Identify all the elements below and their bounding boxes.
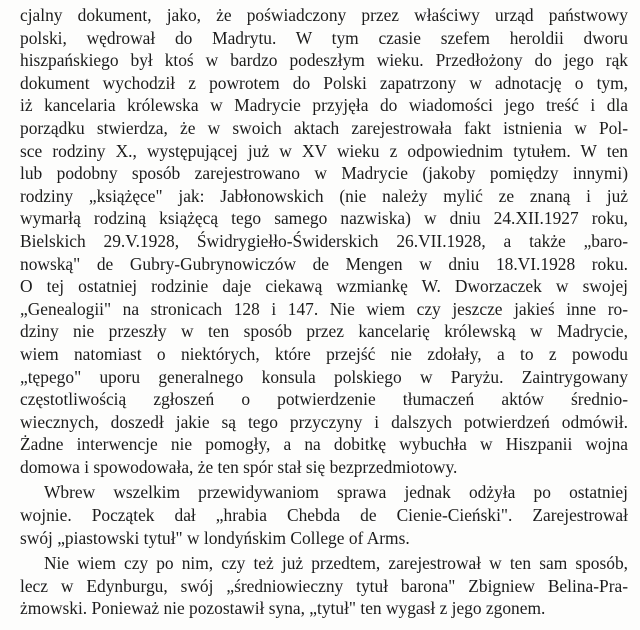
text-line: O tej ostatniej rodzinie daje ciekawą wzmiankę W. Dworzaczek w swojej (20, 276, 628, 297)
text-line: lub podobny sposób zarejestrowano w Madrycie (jakoby pomiędzy innymi) (20, 163, 628, 184)
text-line: częstotliwością zgłoszeń o potwierdzenie tłumaczeń aktów średnio- (20, 389, 628, 410)
text-line: żmowski. Ponieważ nie pozostawił syna, „tytuł" ten wygasł z jego zgonem. (20, 598, 546, 619)
text-line: Nie wiem czy po nim, czy też już przedtem, zarejestrował w ten sam sposób, (44, 553, 628, 574)
text-line: lecz w Edynburgu, swój „średniowieczny tytuł barona" Zbigniew Belina-Pra- (20, 575, 628, 596)
text-line: Żadne interwencje nie pomogły, a na dobitkę wybuchła w Hiszpanii wojna (20, 434, 628, 455)
text-line: rodziny „książęce" jak: Jabłonowskich (nie należy mylić ze znaną i już (20, 185, 628, 206)
paragraph-1 (20, 4, 628, 478)
text-line: porządku stwierdza, że w swoich aktach zarejestrowała fakt istnienia w Pol- (20, 117, 628, 138)
text-line: swój „piastowski tytuł" w londyńskim College of Arms. (20, 527, 410, 548)
text-line: nowską" de Gubry-Gubrynowiczów de Mengen w dniu 18.VI.1928 roku. (20, 253, 628, 274)
text-line: polski, wędrował do Madrytu. W tym czasie szefem heroldii dworu (20, 27, 628, 48)
text-line: hiszpańskiego był ktoś w bardzo podeszłym wieku. Przedłożony do jego rąk (20, 50, 628, 71)
text-line: cjalny dokument, jako, że poświadczony przez właściwy urząd państwowy (20, 5, 628, 25)
text-line: „Genealogii" na stronicach 128 i 147. Nie wiem czy jeszcze jakieś inne ro- (20, 298, 628, 319)
text-line: dokument wychodził z powrotem do Polski zapatrzony w adnotację o tym, (20, 72, 628, 93)
text-line: iż kancelaria królewska w Madrycie przyjęła do wiadomości jego treść i dla (20, 95, 628, 116)
paragraph-2 (20, 481, 628, 549)
paragraph-3 (20, 552, 628, 620)
text-line: wiem natomiast o niektórych, które przejść nie zdołały, a to z powodu (20, 343, 628, 364)
text-line: Bielskich 29.V.1928, Świdrygiełło-Świderskich 26.VII.1928, a także „baro- (20, 230, 628, 251)
text-line: wiecznych, doszedł jakie są tego przyczyny i dalszych potwierdzeń odmówił. (20, 411, 628, 432)
text-line: Wbrew wszelkim przewidywaniom sprawa jednak odżyła po ostatniej (44, 482, 628, 503)
body-text (20, 4, 628, 620)
text-line: „tępego" uporu generalnego konsula polskiego w Paryżu. Zaintrygowany (20, 366, 628, 387)
text-line: domowa i spowodowała, że ten spór stał się bezprzedmiotowy. (20, 456, 458, 477)
text-line: sce rodziny X., występującej już w XV wieku z odpowiednim tytułem. W ten (20, 140, 628, 161)
text-line: wojnie. Początek dał „hrabia Chebda de Cienie-Cieński". Zarejestrował (20, 505, 628, 526)
text-line: dziny nie przeszły w ten sposób przez kancelarię królewską w Madrycie, (20, 321, 628, 342)
text-line: wymarłą rodziną książęcą tego samego nazwiska) w dniu 24.XII.1927 roku, (20, 208, 628, 229)
